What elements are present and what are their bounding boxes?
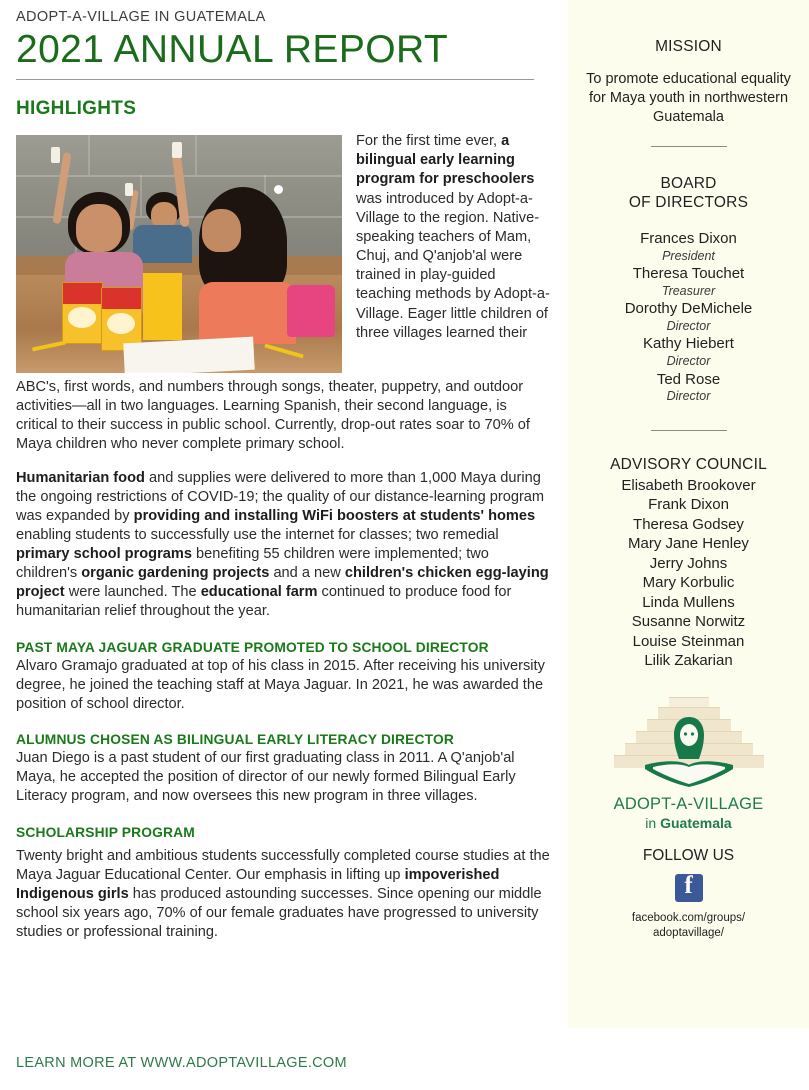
emphasis-text: Humanitarian food: [16, 469, 145, 486]
facebook-url-line1: facebook.com/groups/: [631, 911, 746, 924]
emphasis-text: educational farm: [200, 583, 318, 600]
section-school-director: [16, 640, 552, 714]
photo-child-body: [199, 282, 297, 344]
body-text-run: enabling students to successfully use the internet for classes; two remedial: [16, 526, 499, 543]
logo-subtitle-prefix: in: [645, 814, 661, 831]
classroom-photo: [16, 135, 342, 373]
list-item: [578, 264, 799, 299]
member-role: Treasurer: [661, 283, 716, 298]
highlights-heading: HIGHLIGHTS: [16, 97, 137, 119]
advisory-council-heading: ADVISORY COUNCIL: [610, 455, 767, 473]
emphasis-text: primary school programs: [16, 545, 192, 562]
body-text-run: continued to produce food for humanitarian relief throughout the year.: [16, 583, 512, 619]
sidebar-divider: [651, 430, 727, 431]
organization-kicker: ADOPT-A-VILLAGE IN GUATEMALA: [16, 9, 266, 25]
list-item: Susanne Norwitz: [631, 613, 746, 631]
list-item: Louise Steinman: [632, 632, 745, 650]
body-text-run: were launched. The: [64, 583, 201, 600]
photo-crayon-box: [62, 282, 103, 344]
follow-us-heading: FOLLOW US: [642, 846, 735, 864]
board-heading-line2: OF DIRECTORS: [628, 194, 749, 212]
list-item: Mary Jane Henley: [628, 535, 749, 553]
member-role: Director: [666, 318, 711, 333]
section-scholarship-program: [16, 825, 552, 942]
emphasis-text: providing and installing WiFi boosters at students' homes: [133, 507, 536, 524]
body-text-run: For the first time ever,: [356, 132, 502, 149]
list-item: Linda Mullens: [642, 593, 735, 611]
board-member-list: [578, 229, 799, 405]
photo-wall-line: [88, 135, 90, 175]
learn-more-link[interactable]: LEARN MORE AT WWW.ADOPTAVILLAGE.COM: [16, 1055, 347, 1071]
list-item: [578, 229, 799, 264]
member-name: Ted Rose: [656, 370, 721, 388]
photo-wall-line: [140, 175, 142, 215]
highlights-block: [16, 132, 552, 454]
emphasis-text: a bilingual early learning program for preschoolers: [356, 132, 535, 188]
list-item: Elisabeth Brookover: [621, 476, 756, 494]
photo-crayon-box-lid: [102, 288, 141, 309]
emphasis-text: impoverished Indigenous girls: [16, 867, 500, 903]
emphasis-text: organic gardening projects: [81, 564, 270, 581]
photo-child-face: [151, 202, 177, 228]
list-item: [578, 370, 799, 405]
photo-crayon-box-oval: [107, 313, 135, 334]
section-literacy-director: [16, 732, 552, 806]
body-text-run: was introduced by Adopt-a-Village to the region. Native-speaking teachers of Mam, Chuj, and Q'anjob'al were trained in play-guided teaching methods by Adopt-a-Village. Eager little children of three villages learned their: [356, 190, 550, 341]
logo-name: ADOPT-A-VILLAGE: [613, 794, 764, 813]
list-item: Mary Korbulic: [642, 574, 735, 592]
photo-backpack: [287, 285, 336, 337]
humanitarian-paragraph: [16, 469, 552, 621]
section-body: Alvaro Gramajo graduated at top of his class in 2015. After receiving his university degree, he joined the teaching staff at Maya Jaguar. In 2021, he was awarded the position of school director.: [16, 657, 545, 712]
board-heading-line1: BOARD: [660, 175, 717, 193]
list-item: Jerry Johns: [649, 554, 728, 572]
mission-body: To promote educational equality for Maya youth in northwestern Guatemala: [586, 70, 791, 126]
list-item: [578, 334, 799, 369]
photo-crayon-box-lid: [63, 283, 102, 303]
photo-child-face: [202, 209, 241, 252]
logo-subtitle-country: Guatemala: [660, 814, 732, 831]
logo-subtitle: [578, 815, 799, 831]
photo-wall-line: [195, 135, 197, 175]
member-name: Dorothy DeMichele: [624, 300, 753, 318]
list-item: Frank Dixon: [648, 496, 729, 514]
member-name: Theresa Touchet: [632, 265, 745, 283]
member-name: Kathy Hiebert: [643, 335, 734, 353]
list-item: Theresa Godsey: [633, 515, 744, 533]
title-divider: [16, 79, 534, 80]
facebook-url-line2: adoptavillage/: [653, 927, 724, 940]
section-title: ALUMNUS CHOSEN AS BILINGUAL EARLY LITERACY DIRECTOR: [16, 732, 454, 748]
page-title: 2021 ANNUAL REPORT: [16, 28, 449, 71]
photo-child-face: [76, 204, 122, 252]
facebook-url[interactable]: [578, 911, 799, 942]
sidebar-divider: [651, 146, 727, 147]
photo-worksheet: [123, 336, 255, 373]
photo-chalk: [51, 147, 60, 163]
member-name: Frances Dixon: [640, 230, 737, 248]
organization-logo: [578, 695, 799, 831]
body-text-run: has produced astounding successes. Since opening our middle school six years ago, 70% of our female graduates have progressed to university studies or professional training.: [16, 886, 542, 941]
facebook-icon[interactable]: [675, 874, 703, 902]
photo-crayon-box-oval: [68, 307, 96, 327]
body-text-run: benefiting 55 children were implemented; two children's: [16, 545, 489, 581]
body-text-run: and a new: [269, 564, 345, 581]
photo-hair-bow: [274, 185, 283, 194]
member-role: Director: [666, 389, 711, 404]
open-book-icon: [641, 759, 737, 789]
board-heading: [578, 175, 799, 213]
sidebar: [568, 0, 809, 1028]
advisory-council-list: [578, 476, 799, 671]
list-item: Lilik Zakarian: [644, 652, 733, 670]
member-role: President: [662, 248, 715, 263]
section-title: PAST MAYA JAGUAR GRADUATE PROMOTED TO SCHOOL DIRECTOR: [16, 639, 489, 655]
list-item: [578, 299, 799, 334]
photo-chalk: [172, 142, 182, 158]
section-title: SCHOLARSHIP PROGRAM: [16, 825, 195, 841]
mission-heading: MISSION: [655, 38, 722, 55]
logo-mark: [609, 695, 769, 791]
member-role: Director: [666, 353, 711, 368]
emphasis-text: children's chicken egg-laying project: [16, 564, 549, 600]
section-body: Juan Diego is a past student of our first graduating class in 2011. A Q'anjob'al Maya, he accepted the position of director of our newly formed Bilingual Early Literacy program, and now oversees this new program in three villages.: [16, 750, 516, 805]
section-body: [16, 847, 552, 942]
body-text-run: and supplies were delivered to more than 1,000 Maya during the ongoing restrictions of COVID-19; the quality of our distance-learning program was expanded by: [16, 469, 545, 524]
photo-crayon-box: [101, 287, 142, 351]
body-text-run: Twenty bright and ambitious students successfully completed course studies at the Maya Jaguar Educational Center. Our emphasis in lifting up: [16, 848, 550, 884]
photo-chalk: [125, 183, 133, 196]
photo-child-body: [133, 225, 192, 263]
photo-yellow-cloth: [143, 273, 182, 340]
highlights-intro-continuation: ABC's, first words, and numbers through songs, theater, puppetry, and outdoor activities—all in two languages. Learning Spanish, their second language, is critical to their success in public school. Currently, drop-out rates soar to 70% of Maya children who never complete primary school.: [16, 378, 530, 452]
